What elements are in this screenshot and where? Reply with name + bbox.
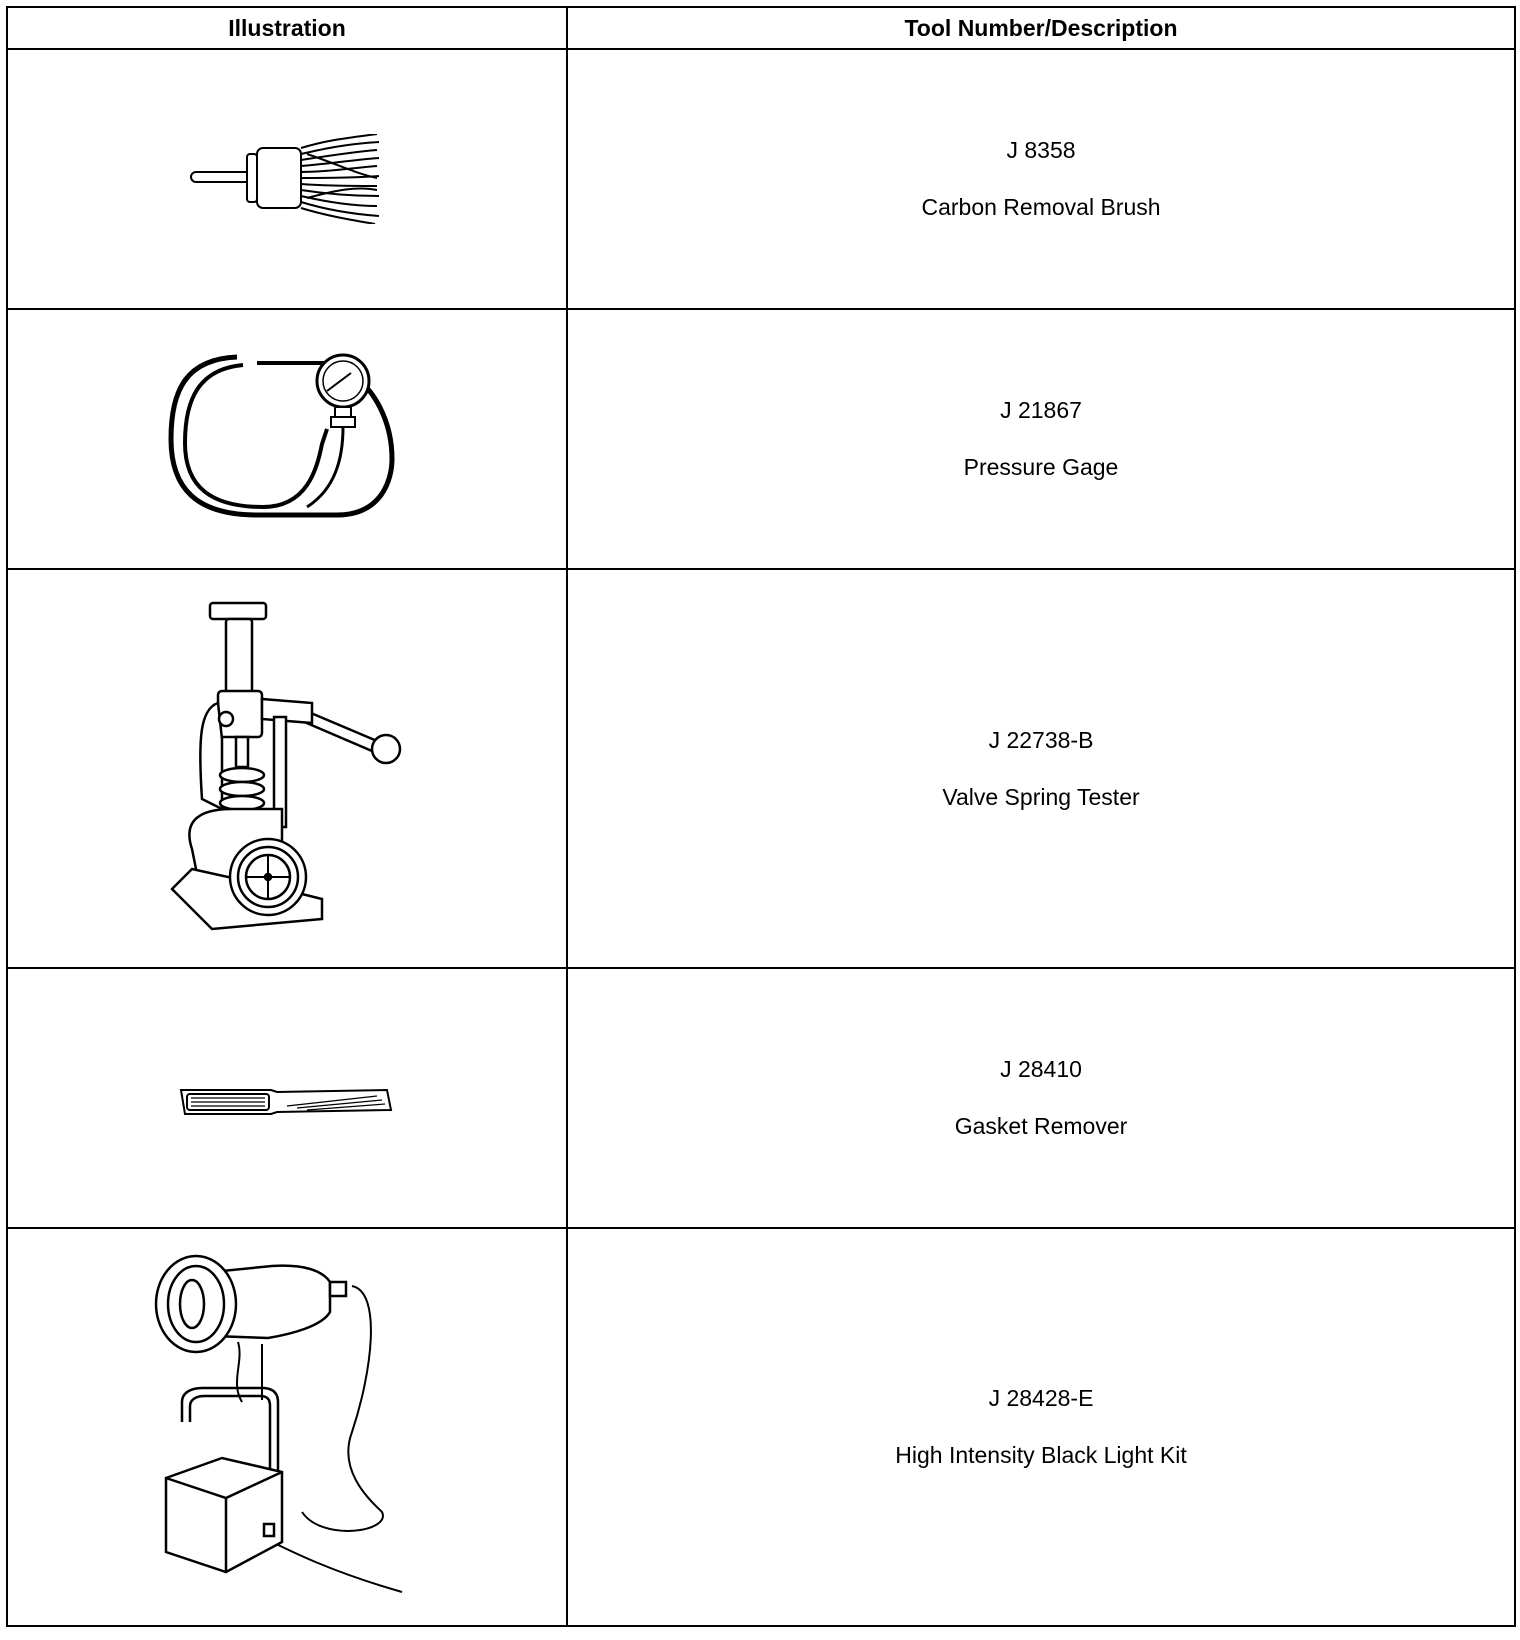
table-row [7,968,1515,1228]
tool-table [6,6,1516,1627]
description-cell [567,569,1515,968]
illustration-cell [7,309,567,569]
table-row [7,1228,1515,1626]
table-header-row [7,7,1515,49]
pressure-gage-icon [167,349,407,529]
tool-number: J 8358 [1006,137,1076,163]
description-cell [567,49,1515,309]
illustration-cell [7,968,567,1228]
tool-name: Valve Spring Tester [942,783,1140,810]
carbon-removal-brush-icon [187,134,387,224]
tool-number: J 28428-E [988,1385,1094,1411]
table-row [7,309,1515,569]
description-cell [567,968,1515,1228]
tool-number: J 22738-B [988,726,1094,753]
tool-number: J 28410 [1000,1056,1082,1082]
illustration-cell [7,1228,567,1626]
description-cell [567,1228,1515,1626]
tool-name: Carbon Removal Brush [921,194,1161,220]
table-row [7,49,1515,309]
illustration-cell [7,49,567,309]
table-row [7,569,1515,968]
header-tool-description: Tool Number/Description [567,7,1515,49]
description-cell [567,309,1515,569]
tool-name: High Intensity Black Light Kit [895,1442,1187,1468]
valve-spring-tester-icon [162,599,412,939]
black-light-kit-icon [152,1252,422,1602]
illustration-cell [7,569,567,968]
tool-number: J 21867 [1000,397,1082,423]
gasket-remover-icon [177,1078,397,1118]
tool-name: Pressure Gage [963,454,1119,480]
header-illustration: Illustration [7,7,567,49]
tool-name: Gasket Remover [954,1113,1128,1139]
